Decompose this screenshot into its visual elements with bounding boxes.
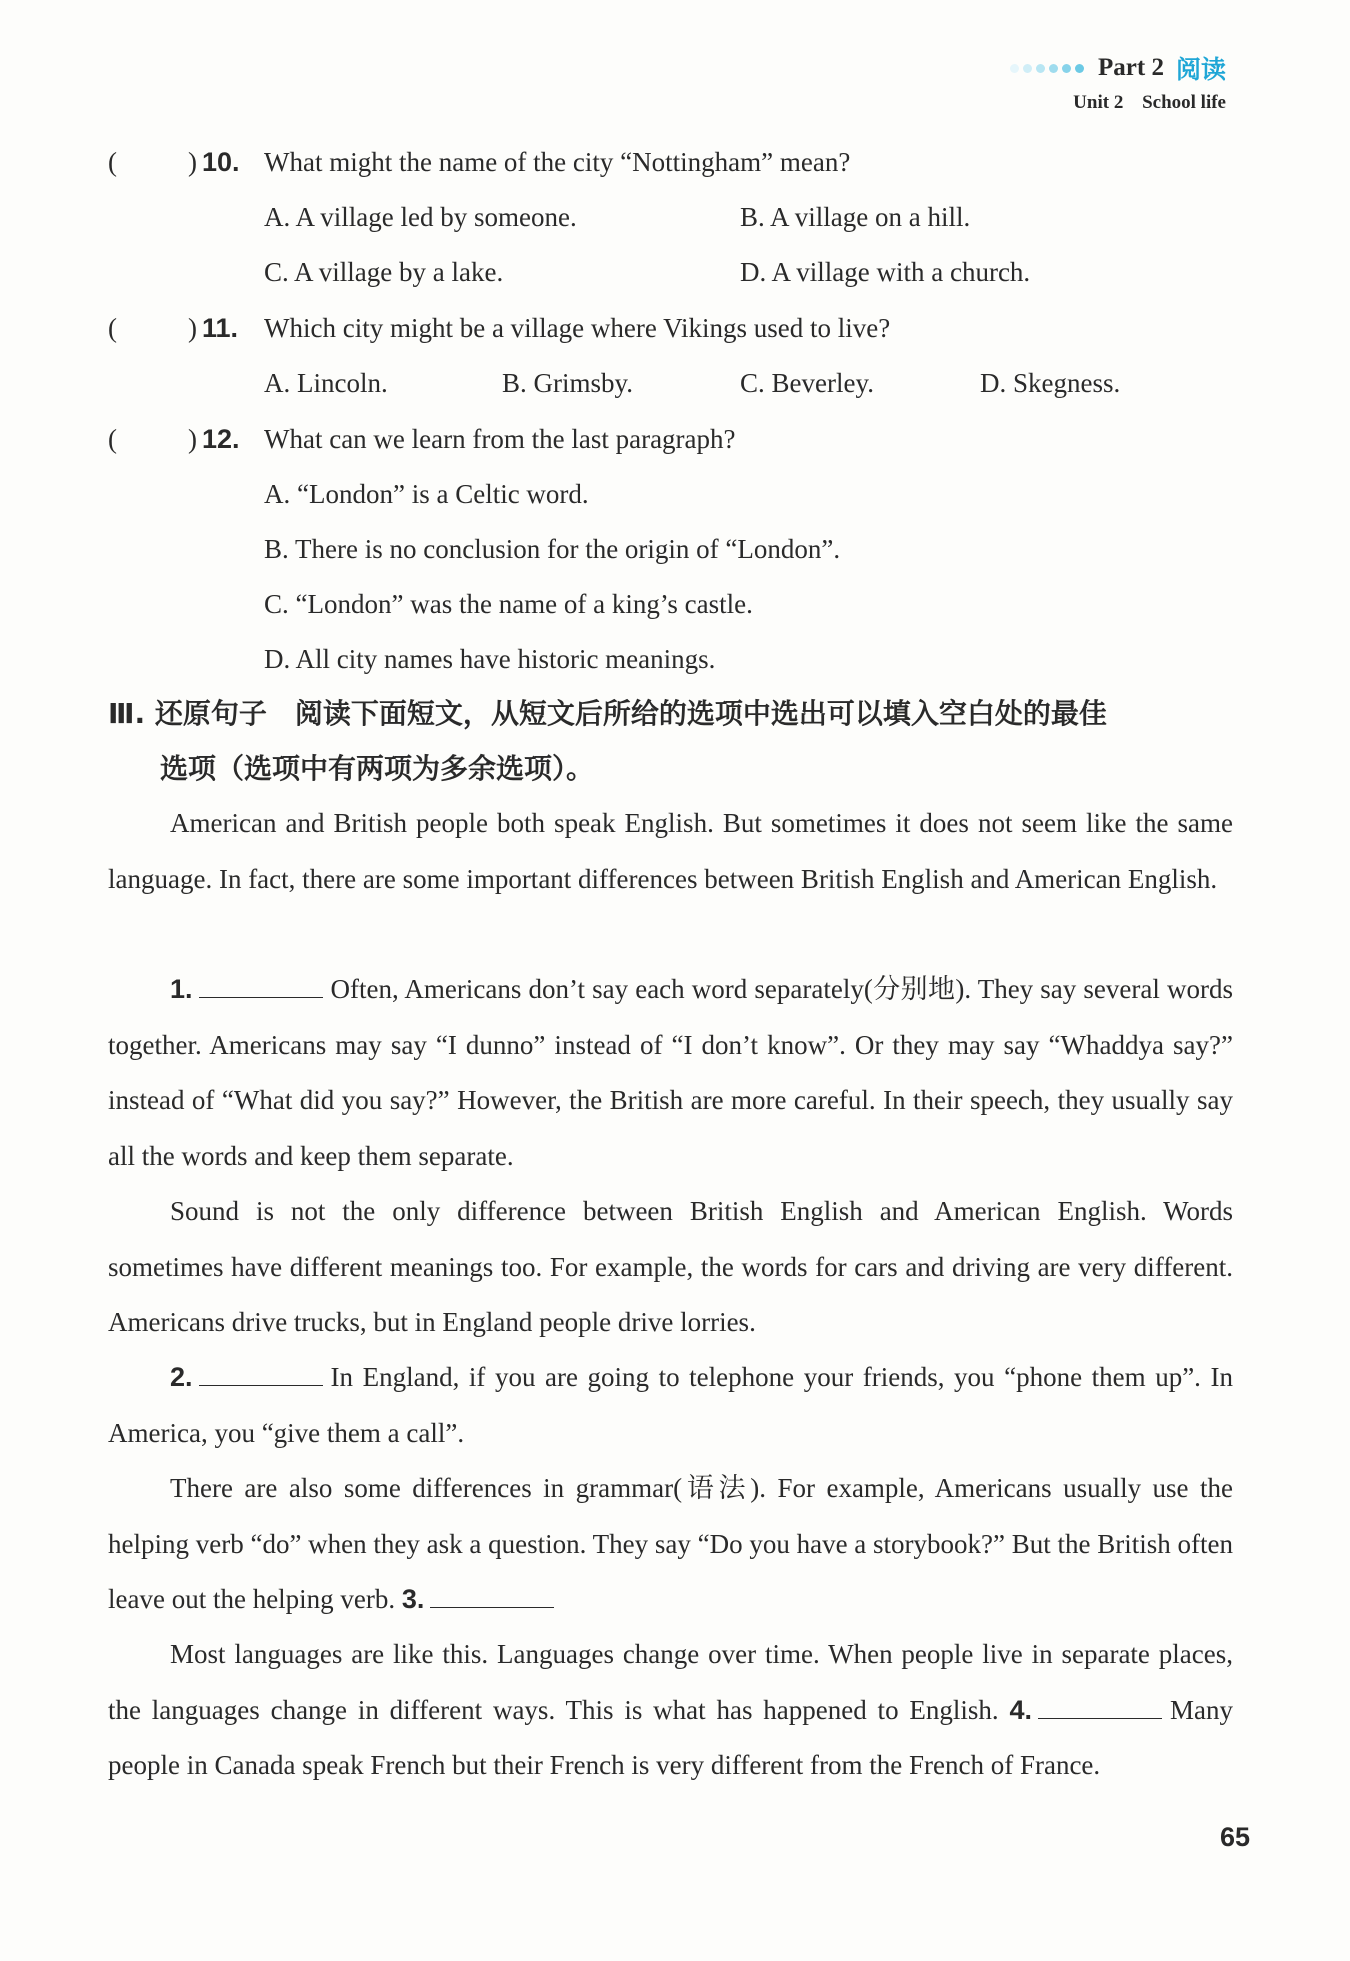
paragraph-text: In England, if you are going to telephone your friends, you “phone them up”. In America, you “give them a call”.: [108, 1362, 1233, 1448]
paragraph-text-continued: Many people in Canada speak French but their French is very different from the French of France.: [108, 1694, 1233, 1780]
option-b: B. Grimsby.: [502, 368, 634, 398]
question-number: 12.: [202, 424, 240, 454]
part-title-cn: 阅读: [1175, 55, 1226, 84]
passage-paragraph-4: [108, 1350, 1233, 1461]
option-c: C. A village by a lake.: [264, 257, 504, 287]
option-a: A. “London” is a Celtic word.: [264, 479, 589, 509]
page-header: [1010, 48, 1226, 114]
option-b: B. A village on a hill.: [740, 202, 971, 232]
question-number: 11.: [202, 313, 239, 343]
decorative-dots-icon: [1010, 64, 1084, 73]
header-part-row: [1010, 48, 1226, 88]
answer-blank-4[interactable]: [1038, 1690, 1162, 1719]
answer-paren-open: (: [108, 147, 117, 177]
passage-paragraph-1: American and British people both speak English. But sometimes it does not seem like the same language. In fact, there are some important differences between British English and American English.: [108, 808, 1233, 894]
paragraph-text: Most languages are like this. Languages change over time. When people live in separate places, the languages change in different ways. This is what has happened to English.: [108, 1639, 1233, 1725]
question-text: What can we learn from the last paragraph?: [264, 424, 736, 454]
answer-paren-open: (: [108, 313, 117, 343]
option-c: C. Beverley.: [740, 368, 874, 398]
answer-blank-2[interactable]: [199, 1357, 323, 1386]
option-d: D. A village with a church.: [740, 257, 1031, 287]
passage-paragraph-6: [108, 1627, 1233, 1794]
blank-number: 4.: [1009, 1694, 1032, 1725]
blank-number: 2.: [170, 1362, 193, 1392]
unit-label: Unit 2: [1073, 92, 1124, 113]
paragraph-text: Often, Americans don’t say each word separately(分别地). They say several words together. Americans may say “I dunno” instead of “I don’t know”. Or they may say “Whaddya say?” instead of “What did you say?” However, the British are more careful. In their speech, they usually say all the words and keep them separate.: [108, 974, 1233, 1171]
question-text: Which city might be a village where Vikings used to live?: [264, 313, 891, 343]
answer-paren-close: ): [188, 424, 197, 454]
question-text: What might the name of the city “Nottingham” mean?: [264, 147, 851, 177]
section-title-continued: 选项（选项中有两项为多余选项）。: [160, 752, 595, 785]
blank-number: 1.: [170, 974, 193, 1004]
question-number: 10.: [202, 147, 240, 177]
unit-title: School life: [1142, 92, 1226, 113]
answer-paren-open: (: [108, 424, 117, 454]
answer-paren-close: ): [188, 313, 197, 343]
answer-blank-1[interactable]: [199, 969, 323, 998]
passage-paragraph-3: Sound is not the only difference between British English and American English. Words sometimes have different meanings too. For example, the words for cars and driving are very different. Americans drive trucks, but in England people drive lorries.: [108, 1196, 1233, 1337]
passage-paragraph-2: [108, 962, 1233, 1184]
option-a: A. Lincoln.: [264, 368, 388, 398]
blank-number: 3.: [401, 1584, 425, 1614]
header-unit-row: [1010, 92, 1226, 114]
answer-paren-close: ): [188, 147, 197, 177]
option-c: C. “London” was the name of a king’s castle.: [264, 589, 753, 619]
option-d: D. All city names have historic meanings.: [264, 644, 716, 674]
option-a: A. A village led by someone.: [264, 202, 577, 232]
part-label: Part 2: [1098, 54, 1164, 81]
option-d: D. Skegness.: [980, 368, 1121, 398]
section-title: Ⅲ. 还原句子 阅读下面短文，从短文后所给的选项中选出可以填入空白处的最佳: [108, 697, 1107, 730]
answer-blank-3[interactable]: [430, 1579, 554, 1608]
page-number: 65: [1219, 1822, 1250, 1852]
option-b: B. There is no conclusion for the origin of “London”.: [264, 534, 841, 564]
paragraph-text: There are also some differences in grammar(语法). For example, Americans usually use the helping verb “do” when they ask a question. They say “Do you have a storybook?” But the British often leave out the helping verb.: [108, 1473, 1233, 1614]
passage-paragraph-5: [108, 1461, 1233, 1628]
